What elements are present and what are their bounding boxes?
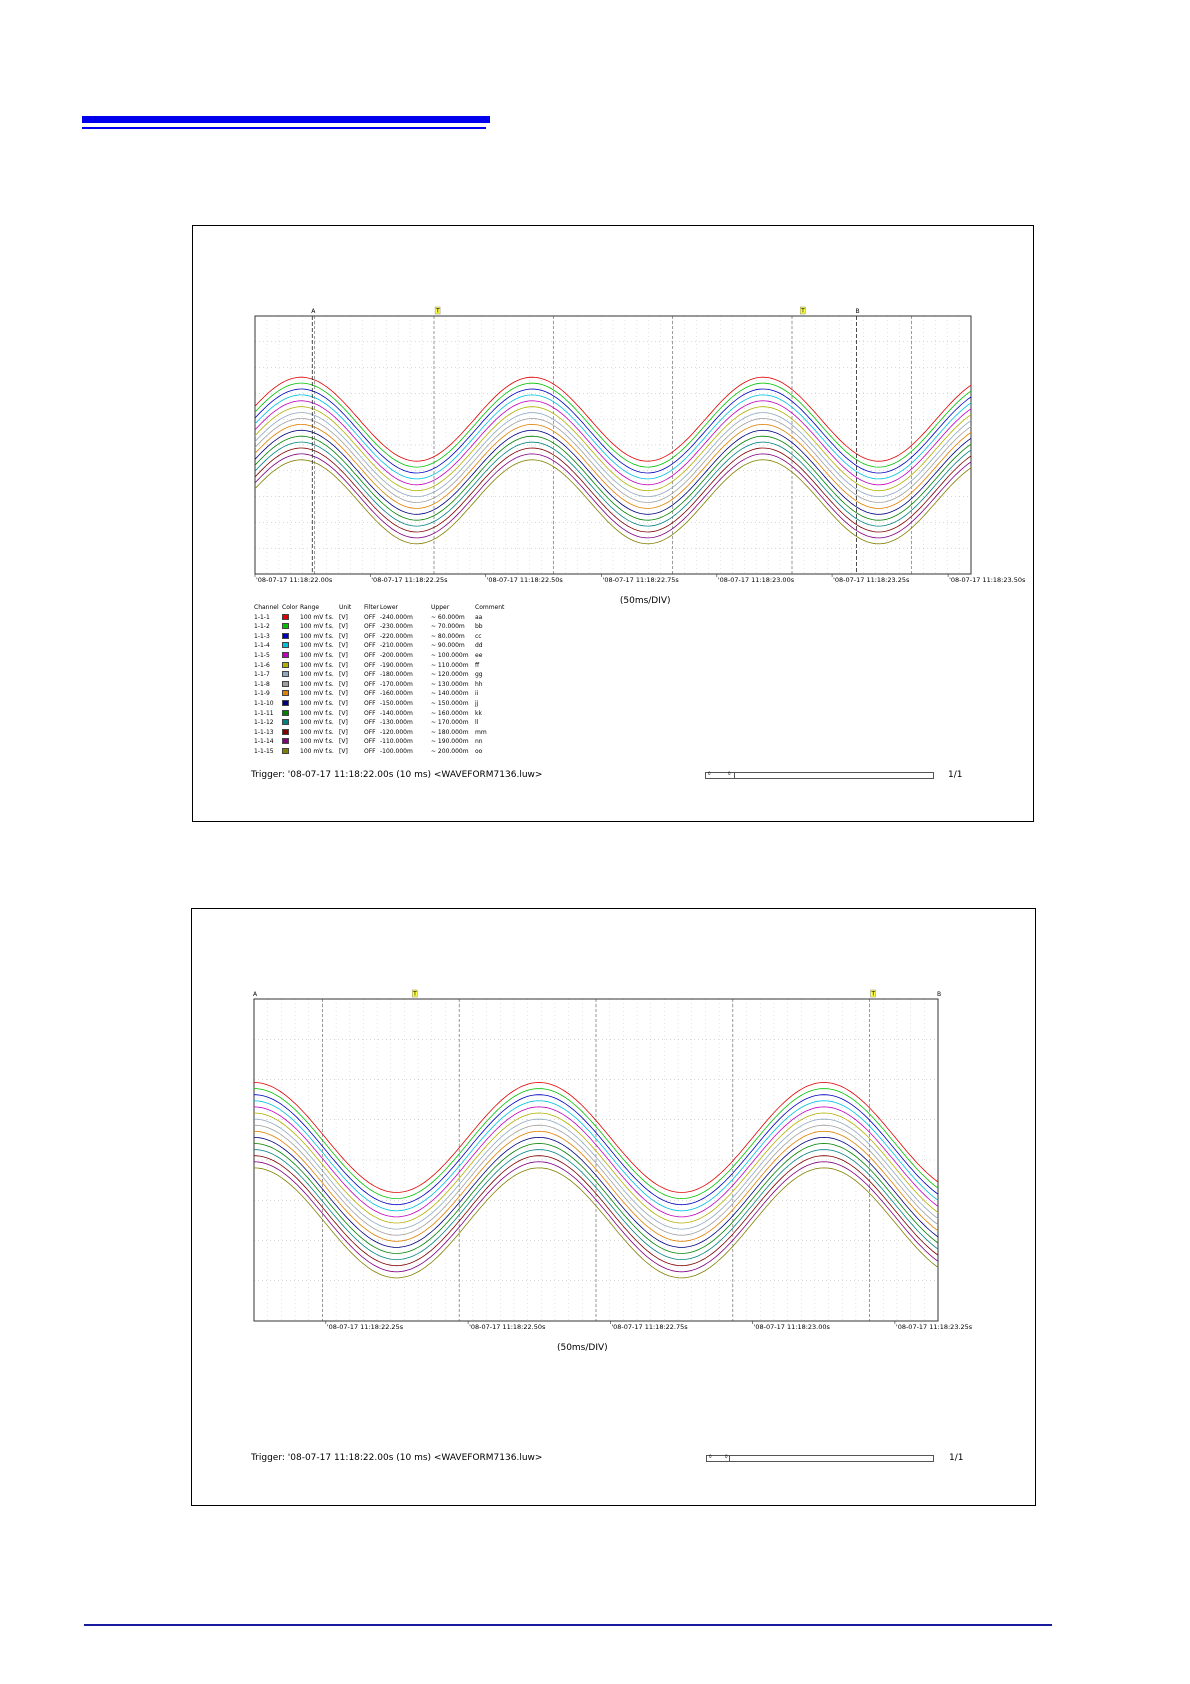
legend-lower: -190.000m (380, 661, 413, 669)
legend-range: 100 mV f.s. (300, 671, 334, 679)
trigger-info: Trigger: '08-07-17 11:18:22.00s (10 ms) <WAVEFORM7136.luw> (251, 1453, 543, 1463)
legend-row (254, 689, 514, 699)
scroll-value: 0 (708, 771, 711, 776)
page-number: 1/1 (949, 1453, 964, 1463)
legend-header-comment: Comment (475, 604, 505, 611)
legend-unit: [V] (339, 613, 348, 621)
legend-row (254, 622, 514, 632)
legend-lower: -120.000m (380, 728, 413, 736)
legend-filter: OFF (364, 632, 376, 640)
legend-upper: ~ 190.000m (431, 738, 469, 746)
scroll-value: 0 (709, 1454, 712, 1459)
legend-comment: cc (475, 632, 482, 640)
legend-lower: -230.000m (380, 623, 413, 631)
cursor-label: A (253, 991, 258, 998)
waveform-print-page-1 (192, 225, 1034, 822)
legend-header-row (254, 603, 514, 613)
legend-unit: [V] (339, 728, 348, 736)
x-tick-label: '08-07-17 11:18:23.25s (895, 1323, 973, 1331)
legend-color-swatch (282, 729, 289, 735)
legend-row (254, 728, 514, 738)
legend-upper: ~ 110.000m (431, 661, 469, 669)
legend-row (254, 680, 514, 690)
cursor-label: A (311, 308, 316, 315)
x-tick-label: '08-07-17 11:18:23.25s (833, 576, 910, 584)
legend-upper: ~ 160.000m (431, 709, 469, 717)
legend-lower: -210.000m (380, 642, 413, 650)
legend-lower: -100.000m (380, 747, 413, 755)
legend-lower: -110.000m (380, 738, 413, 746)
legend-comment: dd (475, 642, 483, 650)
legend-unit: [V] (339, 632, 348, 640)
legend-filter: OFF (364, 613, 376, 621)
legend-row (254, 699, 514, 709)
legend-comment: ii (475, 690, 479, 698)
legend-filter: OFF (364, 661, 376, 669)
legend-row (254, 641, 514, 651)
legend-color-swatch (282, 642, 289, 648)
legend-range: 100 mV f.s. (300, 623, 334, 631)
legend-channel: 1-1-4 (254, 642, 270, 650)
legend-filter: OFF (364, 642, 376, 650)
legend-channel: 1-1-10 (254, 699, 274, 707)
legend-comment: ee (475, 651, 483, 659)
legend-row (254, 632, 514, 642)
legend-filter: OFF (364, 699, 376, 707)
waveform-print-page-2 (191, 908, 1036, 1506)
legend-unit: [V] (339, 738, 348, 746)
legend-upper: ~ 180.000m (431, 728, 469, 736)
legend-lower: -200.000m (380, 651, 413, 659)
legend-header-upper: Upper (431, 604, 450, 611)
legend-unit: [V] (339, 690, 348, 698)
legend-upper: ~ 90.000m (431, 642, 465, 650)
legend-channel: 1-1-13 (254, 728, 274, 736)
legend-channel: 1-1-3 (254, 632, 270, 640)
footer-rule (84, 1624, 1052, 1626)
legend-upper: ~ 120.000m (431, 671, 469, 679)
cursor-label: B (855, 308, 860, 315)
legend-color-swatch (282, 681, 289, 687)
legend-channel: 1-1-11 (254, 709, 274, 717)
legend-channel: 1-1-2 (254, 623, 270, 631)
legend-comment: kk (475, 709, 482, 717)
trigger-marker-label: T (435, 307, 440, 315)
legend-lower: -150.000m (380, 699, 413, 707)
legend-range: 100 mV f.s. (300, 632, 334, 640)
legend-row (254, 651, 514, 661)
legend-filter: OFF (364, 651, 376, 659)
legend-upper: ~ 80.000m (431, 632, 465, 640)
legend-color-swatch (282, 662, 289, 668)
legend-row (254, 670, 514, 680)
header-rule-thick (82, 116, 490, 123)
waveform-plot-1 (193, 226, 1033, 606)
x-tick-label: '08-07-17 11:18:22.00s (256, 576, 333, 584)
legend-filter: OFF (364, 709, 376, 717)
legend-filter: OFF (364, 728, 376, 736)
legend-channel: 1-1-8 (254, 680, 270, 688)
legend-upper: ~ 200.000m (431, 747, 469, 755)
legend-row (254, 709, 514, 719)
legend-header-color: Color (282, 604, 298, 611)
legend-unit: [V] (339, 719, 348, 727)
legend-comment: hh (475, 680, 483, 688)
legend-color-swatch (282, 652, 289, 658)
legend-range: 100 mV f.s. (300, 709, 334, 717)
legend-range: 100 mV f.s. (300, 747, 334, 755)
legend-upper: ~ 70.000m (431, 623, 465, 631)
legend-range: 100 mV f.s. (300, 719, 334, 727)
legend-header-unit: Unit (339, 604, 352, 611)
legend-range: 100 mV f.s. (300, 699, 334, 707)
legend-header-filter: Filter (364, 604, 379, 611)
legend-comment: jj (475, 699, 479, 707)
legend-unit: [V] (339, 671, 348, 679)
header-rule-thin (82, 127, 486, 129)
legend-comment: oo (475, 747, 483, 755)
legend-unit: [V] (339, 661, 348, 669)
legend-channel: 1-1-12 (254, 719, 274, 727)
scrollbar-thumb[interactable] (705, 772, 735, 779)
legend-channel: 1-1-9 (254, 690, 270, 698)
waveform-plot-2 (192, 909, 1035, 1359)
legend-unit: [V] (339, 651, 348, 659)
legend-filter: OFF (364, 680, 376, 688)
legend-unit: [V] (339, 642, 348, 650)
scroll-value-end: 0 (728, 771, 731, 776)
legend-range: 100 mV f.s. (300, 680, 334, 688)
legend-comment: gg (475, 671, 483, 679)
x-tick-label: '08-07-17 11:18:22.75s (611, 1323, 688, 1331)
legend-color-swatch (282, 633, 289, 639)
legend-range: 100 mV f.s. (300, 690, 334, 698)
scroll-value-end: 0 (725, 1454, 728, 1459)
legend-lower: -130.000m (380, 719, 413, 727)
legend-filter: OFF (364, 690, 376, 698)
x-tick-label: '08-07-17 11:18:22.75s (602, 576, 679, 584)
legend-channel: 1-1-14 (254, 738, 274, 746)
waveform-1-1-14 (255, 454, 971, 538)
channel-legend-table (254, 603, 514, 757)
legend-comment: ff (475, 661, 480, 669)
legend-lower: -170.000m (380, 680, 413, 688)
legend-channel: 1-1-5 (254, 651, 270, 659)
legend-filter: OFF (364, 623, 376, 631)
x-tick-label: '08-07-17 11:18:22.25s (326, 1323, 404, 1331)
cursor-label: B (937, 991, 942, 998)
legend-color-swatch (282, 710, 289, 716)
legend-comment: bb (475, 623, 483, 631)
legend-comment: nn (475, 738, 483, 746)
legend-unit: [V] (339, 680, 348, 688)
scrollbar-thumb[interactable] (706, 1455, 730, 1462)
legend-range: 100 mV f.s. (300, 661, 334, 669)
legend-lower: -160.000m (380, 690, 413, 698)
legend-range: 100 mV f.s. (300, 613, 334, 621)
x-tick-label: '08-07-17 11:18:23.00s (753, 1323, 830, 1331)
legend-comment: aa (475, 613, 483, 621)
legend-upper: ~ 130.000m (431, 680, 469, 688)
legend-row (254, 661, 514, 671)
legend-lower: -180.000m (380, 671, 413, 679)
legend-header-channel: Channel (254, 604, 279, 611)
page-scrollbar[interactable] (705, 772, 934, 779)
x-tick-label: '08-07-17 11:18:22.50s (486, 576, 563, 584)
waveform-1-1-2 (255, 383, 971, 467)
legend-comment: ll (475, 719, 479, 727)
legend-row (254, 737, 514, 747)
legend-upper: ~ 150.000m (431, 699, 469, 707)
page-scrollbar[interactable] (706, 1455, 934, 1462)
legend-header-range: Range (300, 604, 320, 611)
legend-color-swatch (282, 738, 289, 744)
legend-lower: -140.000m (380, 709, 413, 717)
legend-filter: OFF (364, 747, 376, 755)
x-tick-label: '08-07-17 11:18:23.00s (717, 576, 795, 584)
legend-filter: OFF (364, 738, 376, 746)
legend-upper: ~ 140.000m (431, 690, 469, 698)
legend-color-swatch (282, 671, 289, 677)
legend-channel: 1-1-7 (254, 671, 270, 679)
legend-range: 100 mV f.s. (300, 728, 334, 736)
legend-range: 100 mV f.s. (300, 642, 334, 650)
legend-upper: ~ 100.000m (431, 651, 469, 659)
legend-color-swatch (282, 690, 289, 696)
legend-color-swatch (282, 700, 289, 706)
legend-unit: [V] (339, 747, 348, 755)
legend-upper: ~ 170.000m (431, 719, 469, 727)
legend-filter: OFF (364, 719, 376, 727)
legend-unit: [V] (339, 709, 348, 717)
legend-channel: 1-1-1 (254, 613, 270, 621)
legend-row (254, 747, 514, 757)
legend-color-swatch (282, 748, 289, 754)
legend-range: 100 mV f.s. (300, 651, 334, 659)
page-number: 1/1 (948, 770, 963, 780)
time-div-label: (50ms/DIV) (556, 1343, 608, 1353)
time-div-label: (50ms/DIV) (619, 596, 671, 606)
x-tick-label: '08-07-17 11:18:22.25s (371, 576, 448, 584)
legend-row (254, 718, 514, 728)
trigger-marker-label: T (801, 307, 805, 315)
legend-color-swatch (282, 719, 289, 725)
legend-filter: OFF (364, 671, 376, 679)
trigger-info: Trigger: '08-07-17 11:18:22.00s (10 ms) <WAVEFORM7136.luw> (251, 770, 543, 780)
legend-upper: ~ 60.000m (431, 613, 465, 621)
legend-lower: -220.000m (380, 632, 413, 640)
legend-range: 100 mV f.s. (300, 738, 334, 746)
legend-unit: [V] (339, 699, 348, 707)
legend-channel: 1-1-6 (254, 661, 270, 669)
trigger-marker-label: T (871, 990, 876, 998)
legend-unit: [V] (339, 623, 348, 631)
legend-comment: mm (475, 728, 487, 736)
legend-color-swatch (282, 623, 289, 629)
x-tick-label: '08-07-17 11:18:23.50s (949, 576, 1026, 584)
x-tick-label: '08-07-17 11:18:22.50s (469, 1323, 546, 1331)
trigger-marker-label: T (413, 990, 417, 998)
legend-lower: -240.000m (380, 613, 413, 621)
legend-channel: 1-1-15 (254, 747, 274, 755)
legend-header-lower: Lower (380, 604, 398, 611)
legend-row (254, 613, 514, 623)
legend-color-swatch (282, 614, 289, 620)
